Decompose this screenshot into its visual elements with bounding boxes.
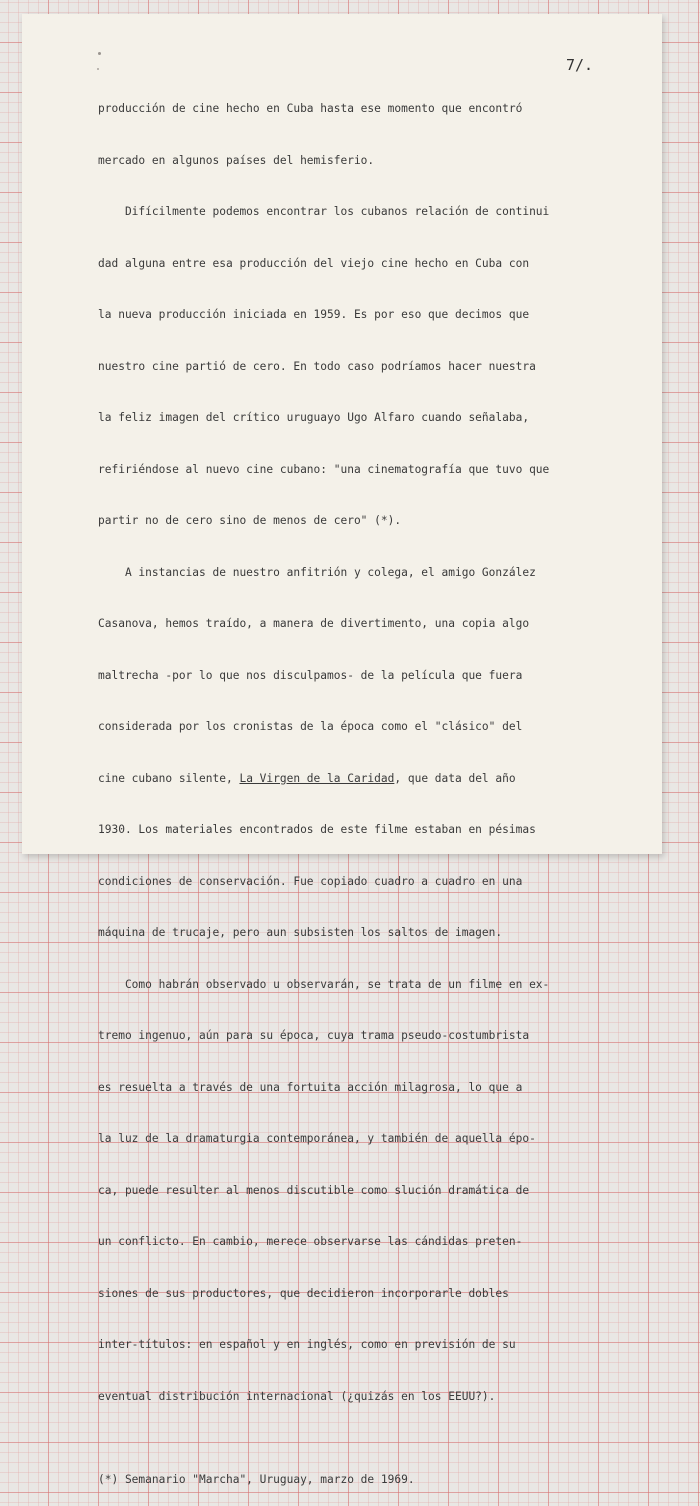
text-line: considerada por los cronistas de la época como el "clásico" del <box>98 720 523 733</box>
film-title: La Virgen de la Caridad <box>239 771 395 785</box>
text-line: refiriéndose al nuevo cine cubano: "una cinematografía que tuvo que <box>98 462 550 476</box>
text-line: es resuelta a través de una fortuita acción milagrosa, lo que a <box>98 1080 523 1094</box>
text-line: tremo ingenuo, aún para su época, cuya trama pseudo-costumbrista <box>98 1029 530 1042</box>
text-line: la nueva producción iniciada en 1959. Es por eso que decimos que <box>98 308 530 321</box>
footnote: (*) Semanario "Marcha", Uruguay, marzo de 1969. <box>98 1473 415 1486</box>
text-line: 1930. Los materiales encontrados de este filme estaban en pésimas <box>98 823 536 836</box>
text-line: la luz de la dramaturgia contemporánea, y también de aquella épo- <box>98 1132 536 1145</box>
text-line <box>98 766 606 792</box>
text-line: partir no de cero sino de menos de cero" (*). <box>98 514 402 527</box>
ink-speck <box>98 52 101 55</box>
text-line: eventual distribución internacional (¿quizás en los EEUU?). <box>98 1389 496 1403</box>
text-segment: , que data del año <box>394 771 516 785</box>
text-line: Como habrán observado u observarán, se trata de un filme en ex- <box>98 977 550 991</box>
text-line: la feliz imagen del crítico uruguayo Ugo Alfaro cuando señalaba, <box>98 411 530 424</box>
text-line: un conflicto. En cambio, merece observarse las cándidas preten- <box>98 1235 523 1248</box>
text-line: dad alguna entre esa producción del viejo cine hecho en Cuba con <box>98 256 530 270</box>
text-line: ca, puede resulter al menos discutible como slución dramática de <box>98 1183 530 1197</box>
text-line: máquina de trucaje, pero aun subsisten los saltos de imagen. <box>98 926 503 939</box>
text-line: inter-títulos: en español y en inglés, como en previsión de su <box>98 1338 516 1351</box>
page-number: 7/. <box>566 56 594 74</box>
text-line: maltrecha -por lo que nos disculpamos- de la película que fuera <box>98 668 523 682</box>
text-line: siones de sus productores, que decidieron incorporarle dobles <box>98 1286 509 1300</box>
text-line: producción de cine hecho en Cuba hasta ese momento que encontró <box>98 102 523 115</box>
text-line: condiciones de conservación. Fue copiado cuadro a cuadro en una <box>98 874 523 888</box>
body-text <box>98 70 606 1506</box>
text-line: nuestro cine partió de cero. En todo caso podríamos hacer nuestra <box>98 359 536 373</box>
text-line: Difícilmente podemos encontrar los cubanos relación de continui <box>98 205 550 218</box>
spacer <box>98 1435 606 1441</box>
text-line: mercado en algunos países del hemisferio. <box>98 153 375 167</box>
text-line: A instancias de nuestro anfitrión y colega, el amigo González <box>98 565 536 579</box>
text-segment: cine cubano silente, <box>98 771 240 785</box>
text-line: Casanova, hemos traído, a manera de divertimento, una copia algo <box>98 617 530 630</box>
